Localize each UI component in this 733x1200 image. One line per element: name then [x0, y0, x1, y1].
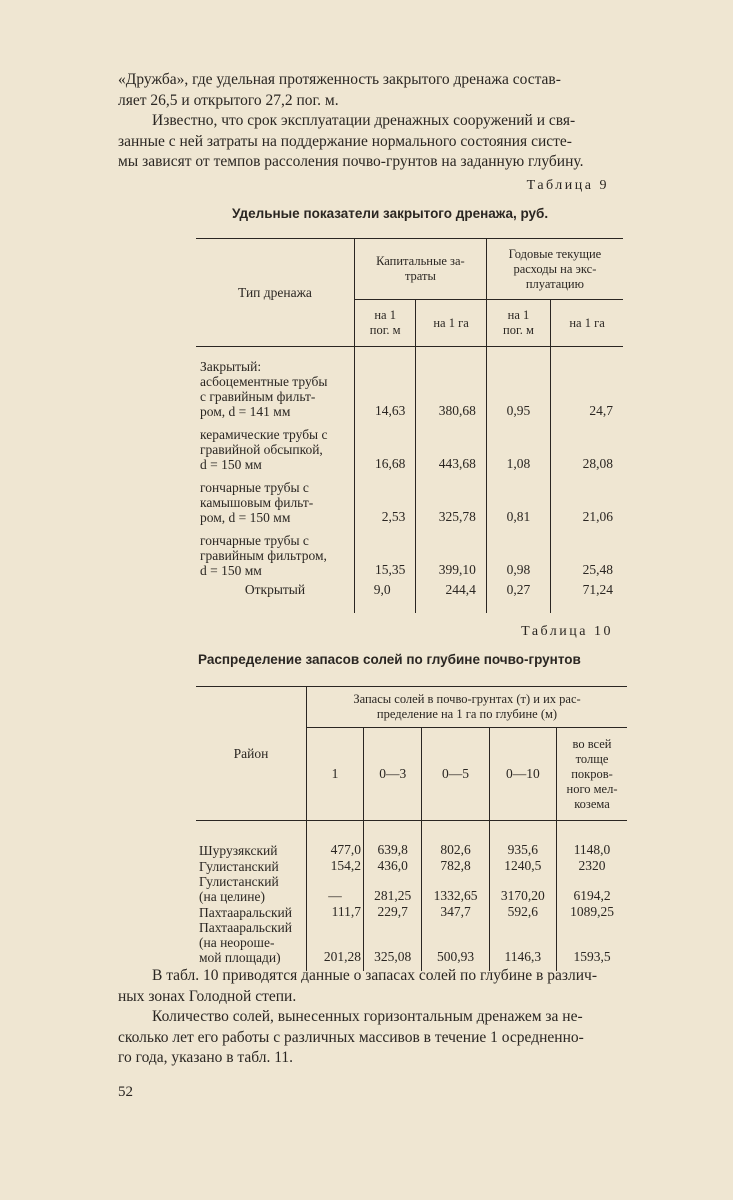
table-cell: 802,6: [422, 821, 489, 859]
table-cell: 325,08: [364, 920, 422, 971]
table-cell: 28,08: [551, 419, 623, 472]
table-cell: 201,28: [307, 920, 364, 971]
table10-col-region: Район: [196, 687, 307, 821]
table-cell: 2,53: [355, 472, 416, 525]
table-row: [196, 858, 627, 874]
table9-row-label: гончарные трубы с камышовым фильт- ром, d = 150 мм: [200, 480, 314, 525]
table9-row-label: гончарные трубы с гравийным фильтром, d = 150 мм: [200, 533, 327, 578]
table9-col-capital: Капитальные за- траты: [355, 239, 487, 300]
table-cell: 24,7: [551, 347, 623, 420]
table-cell: 25,48: [551, 525, 623, 578]
table-cell: 244,4: [416, 578, 487, 613]
table9-sub-capital-per-m: на 1 пог. м: [355, 300, 416, 347]
table10-sub-0-3: 0—3: [364, 728, 422, 821]
table10-row-label: Пахтааральский: [199, 905, 292, 920]
table-cell: 1332,65: [422, 874, 489, 904]
text-line: мы зависят от темпов рассоления почво-грунтов на заданную глубину.: [118, 153, 584, 170]
table-cell: 0,95: [486, 347, 550, 420]
table10-title: Распределение запасов солей по глубине почво-грунтов: [198, 652, 581, 667]
table-cell: 500,93: [422, 920, 489, 971]
table-cell: 14,63: [355, 347, 416, 420]
table9-row-label: керамические трубы с гравийной обсыпкой, d = 150 мм: [200, 427, 328, 472]
table-cell: 380,68: [416, 347, 487, 420]
table-cell: 0,81: [486, 472, 550, 525]
table-cell: 1240,5: [489, 858, 556, 874]
table-cell: 9,0: [355, 578, 416, 613]
table-row: [196, 347, 623, 420]
table9-title: Удельные показатели закрытого дренажа, руб.: [232, 206, 549, 221]
text-line: го года, указано в табл. 11.: [118, 1049, 294, 1066]
table10-row-label: Шурузякский: [199, 843, 278, 858]
table-cell: 639,8: [364, 821, 422, 859]
table-cell: 592,6: [489, 904, 556, 920]
page-number: 52: [118, 1084, 133, 1100]
table-cell: 229,7: [364, 904, 422, 920]
table9-sub-annual-per-ha: на 1 га: [551, 300, 623, 347]
table9-caption: Таблица 9: [526, 178, 609, 193]
table-cell: 935,6: [489, 821, 556, 859]
table9-col-annual: Годовые текущие расходы на экс- плуатацию: [486, 239, 623, 300]
table-cell: 16,68: [355, 419, 416, 472]
text-line: Известно, что срок эксплуатации дренажных сооружений и свя-: [152, 112, 576, 129]
table-cell: 347,7: [422, 904, 489, 920]
table9-group-label: Закрытый:: [200, 359, 262, 374]
table-cell: 399,10: [416, 525, 487, 578]
table10-col-group: Запасы солей в почво-грунтах (т) и их рас- пределение на 1 га по глубине (м): [307, 687, 628, 728]
table10-row-label: Гулистанский: [199, 859, 279, 874]
table9-row-label: Открытый: [244, 582, 306, 597]
table-cell: 1593,5: [557, 920, 628, 971]
table-cell: 1146,3: [489, 920, 556, 971]
table9-col-type: Тип дренажа: [196, 239, 355, 347]
table-cell: 477,0: [307, 821, 364, 859]
table9-sub-annual-per-m: на 1 пог. м: [486, 300, 550, 347]
table-cell: 21,06: [551, 472, 623, 525]
intro-paragraph: [118, 70, 623, 173]
text-line: занные с ней затраты на поддержание нормального состояния систе-: [118, 132, 572, 150]
table-row: [196, 472, 623, 525]
table-cell: 1,08: [486, 419, 550, 472]
text-line: сколько лет его работы с различных массивов в течение 1 осредненно-: [118, 1028, 584, 1046]
table10-sub-whole: во всей толще покров- ного мел- козема: [557, 728, 628, 821]
table-row: [196, 904, 627, 920]
text-line: «Дружба», где удельная протяженность закрытого дренажа состав-: [118, 71, 561, 88]
table-row: [196, 920, 627, 971]
outro-paragraph: [118, 966, 623, 1069]
table10-sub-0-10: 0—10: [489, 728, 556, 821]
table-cell: 782,8: [422, 858, 489, 874]
table-cell: 2320: [557, 858, 628, 874]
table9-row-label: асбоцементные трубы с гравийным фильт- ром, d = 141 мм: [200, 374, 328, 419]
table-cell: 154,2: [307, 858, 364, 874]
table10-sub-0-5: 0—5: [422, 728, 489, 821]
table-row: [196, 578, 623, 613]
table-row: [196, 821, 627, 859]
table-cell: 0,98: [486, 525, 550, 578]
table-row: [196, 419, 623, 472]
text-line: Количество солей, вынесенных горизонтальным дренажем за не-: [152, 1008, 583, 1025]
table-cell: 71,24: [551, 578, 623, 613]
table-cell: 15,35: [355, 525, 416, 578]
table-cell: 436,0: [364, 858, 422, 874]
table-cell: 6194,2: [557, 874, 628, 904]
table-cell: 325,78: [416, 472, 487, 525]
table10-row-label: Пахтааральский (на неороше- мой площади): [199, 920, 292, 965]
table10: [196, 686, 627, 971]
table10-caption: Таблица 10: [521, 624, 613, 639]
table-cell: 1089,25: [557, 904, 628, 920]
table-row: [196, 525, 623, 578]
table10-row-label: Гулистанский (на целине): [199, 874, 279, 904]
text-line: ляет 26,5 и открытого 27,2 пог. м.: [118, 91, 339, 109]
table9: [196, 238, 623, 613]
table-row: [196, 874, 627, 904]
table10-sub-1: 1: [307, 728, 364, 821]
table9-sub-capital-per-ha: на 1 га: [416, 300, 487, 347]
table-cell: —: [307, 874, 364, 904]
table-cell: 3170,20: [489, 874, 556, 904]
table-cell: 111,7: [307, 904, 364, 920]
text-line: В табл. 10 приводятся данные о запасах солей по глубине в различ-: [152, 967, 597, 984]
text-line: ных зонах Голодной степи.: [118, 987, 297, 1005]
table-cell: 443,68: [416, 419, 487, 472]
table-cell: 1148,0: [557, 821, 628, 859]
table-cell: 281,25: [364, 874, 422, 904]
table-cell: 0,27: [486, 578, 550, 613]
